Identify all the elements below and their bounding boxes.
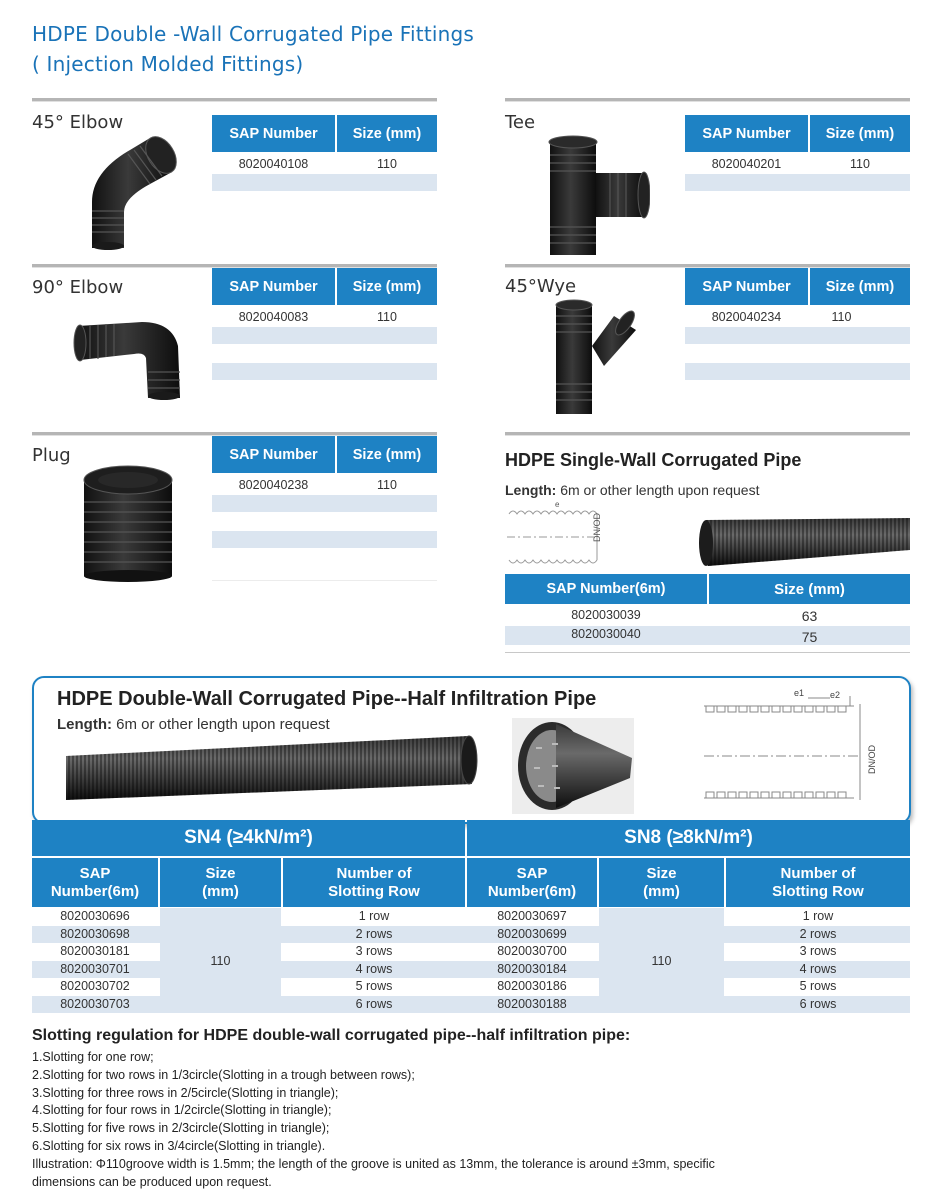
sn4-size-value: 110 [210,953,231,968]
illustration-line: dimensions can be produced upon request. [32,1174,272,1189]
elbow90-col-size: Size (mm) [337,268,437,305]
sn8-col-rows [726,858,910,907]
sn8-col-sap [467,858,597,907]
single-wall-col-sap: SAP Number(6m) [505,574,707,604]
sn4-col-rows [283,858,465,907]
length-text: 6m or other length upon request [111,716,330,733]
sn4-slots-5: 5 rows [355,979,393,993]
tee-col-size: Size (mm) [810,115,910,152]
table-row-empty [212,495,437,512]
length-label: Length: [57,716,112,733]
sn8-slots-3: 3 rows [799,944,837,958]
diagram-dnod-label: DN/OD [592,513,602,542]
diagram-e1-label: e1 [794,688,805,698]
plug-label: Plug [32,445,71,466]
wye45-sap: 8020040234 [711,310,782,324]
sn8-sap-3: 8020030700 [497,944,567,958]
slotting-title: Slotting regulation for HDPE double-wall corrugated pipe--half infiltration pipe: [32,1027,631,1044]
sn4-title: SN4 (≥4kN/m²) [184,827,313,848]
sn4-sap-2: 8020030698 [60,927,130,941]
sn4-slots-4: 4 rows [355,962,393,976]
sn4-sap-4: 8020030701 [60,962,130,976]
elbow45-label: 45° Elbow [32,112,124,133]
slotting-notes [32,1049,912,1191]
sn4-sap-3: 8020030181 [60,944,130,958]
sn4-sap-5: 8020030702 [60,979,130,993]
table-row-empty [685,174,910,191]
sn4-col-size [160,858,281,907]
tee-sap: 8020040201 [711,157,782,171]
table-row-empty [685,327,910,344]
elbow45-col-sap: SAP Number [212,115,335,152]
slotting-line: 3.Slotting for three rows in 2/5circle(Slotting in triangle); [32,1085,339,1100]
sn4-slots-1: 1 row [358,909,390,923]
slotting-line: 6.Slotting for six rows in 3/4circle(Slotting in triangle). [32,1138,326,1153]
table-row-empty [212,174,437,191]
divider [505,98,910,102]
sn4-sap-1: 8020030696 [60,909,130,923]
divider [505,652,910,653]
wye45-col-sap: SAP Number [685,268,808,305]
sn8-sap-5: 8020030186 [497,979,567,993]
half-infiltration-title: HDPE Double-Wall Corrugated Pipe--Half Infiltration Pipe [57,688,597,710]
diagram-dnod-label: DN/OD [867,745,877,774]
illustration-line: Illustration: Φ110groove width is 1.5mm; the length of the groove is united as 13mm, the tolerance is around ±3mm, specific [32,1156,715,1171]
table-row-empty [685,363,910,380]
single-wall-title: HDPE Single-Wall Corrugated Pipe [505,450,802,470]
sn8-sap-4: 8020030184 [497,962,567,976]
single-wall-length [505,482,759,498]
sn8-slots-1: 1 row [802,909,834,923]
wye45-image [548,296,640,416]
tee-size: 110 [850,157,870,171]
elbow45-sap: 8020040108 [238,157,309,171]
elbow45-size: 110 [377,157,397,171]
plug-size: 110 [377,478,397,492]
sn4-col-size-label: Size (mm) [202,864,239,900]
sn4-slots-6: 6 rows [355,997,393,1011]
elbow90-sap: 8020040083 [238,310,309,324]
sn8-slots-2: 2 rows [799,927,837,941]
length-text: 6m or other length upon request [556,482,760,498]
wye45-label: 45°Wye [505,276,577,297]
elbow45-col-size: Size (mm) [337,115,437,152]
page-title-line1: HDPE Double -Wall Corrugated Pipe Fittings [32,22,475,46]
sn4-header [32,820,465,858]
single-wall-sap-2: 8020030040 [571,627,641,641]
plug-sap: 8020040238 [238,478,309,492]
plug-image [80,462,176,582]
divider [505,432,910,436]
sn8-col-size [599,858,724,907]
elbow45-image [78,132,178,250]
sn4-slots-3: 3 rows [355,944,393,958]
sn4-col-sap-label: SAP Number(6m) [50,864,140,900]
sn8-col-rows-label: Number of Slotting Row [772,864,864,900]
sn8-sap-1: 8020030697 [497,909,567,923]
sn8-header [467,820,910,858]
elbow90-label: 90° Elbow [32,277,124,298]
sn8-slots-5: 5 rows [799,979,837,993]
sn4-sap-6: 8020030703 [60,997,130,1011]
sn8-col-sap-label: SAP Number(6m) [487,864,577,900]
table-row-empty [212,327,437,344]
sn8-sap-6: 8020030188 [497,997,567,1011]
divider [32,98,437,102]
slotting-line: 4.Slotting for four rows in 1/2circle(Slotting in triangle); [32,1103,332,1118]
single-wall-size-2: 75 [801,629,818,645]
sn8-size-value: 110 [651,953,672,968]
sn8-title: SN8 (≥8kN/m²) [624,827,753,848]
half-infiltration-pipe-image [60,734,480,804]
length-label: Length: [505,482,557,498]
sn8-col-size-label: Size (mm) [643,864,680,900]
single-wall-col-size: Size (mm) [709,574,910,604]
single-wall-size-1: 63 [801,608,818,624]
sn4-col-rows-label: Number of Slotting Row [328,864,420,900]
sn8-slots-6: 6 rows [799,997,837,1011]
slotting-line: 5.Slotting for five rows in 2/3circle(Slotting in triangle); [32,1121,330,1136]
table-row-empty [212,531,437,548]
sn8-slots-4: 4 rows [799,962,837,976]
sn8-sap-2: 8020030699 [497,927,567,941]
slotting-line: 1.Slotting for one row; [32,1050,154,1064]
tee-label: Tee [505,112,536,133]
page-title-line2: ( Injection Molded Fittings) [32,52,304,76]
sn8-size-cell [599,908,724,1013]
table-row-empty [212,363,437,380]
single-wall-pipe-image [694,510,910,570]
elbow90-image [72,312,190,400]
single-wall-sap-1: 8020030039 [571,608,641,622]
half-infiltration-end-image [512,718,634,814]
tee-image [540,133,650,257]
diagram-e2-label: e2 [830,690,841,700]
elbow90-size: 110 [377,310,397,324]
plug-col-sap: SAP Number [212,436,335,473]
sn4-slots-2: 2 rows [355,927,393,941]
half-infiltration-length [57,716,330,733]
wye45-col-size: Size (mm) [810,268,910,305]
plug-col-size: Size (mm) [337,436,437,473]
sn4-size-cell [160,908,281,1013]
half-infiltration-diagram [700,692,884,812]
divider [212,580,437,581]
elbow90-col-sap: SAP Number [212,268,335,305]
slotting-line: 2.Slotting for two rows in 1/3circle(Slotting in a trough between rows); [32,1067,415,1082]
wye45-size: 110 [831,310,852,324]
diagram-e-label: e [555,500,560,509]
sn4-col-sap [32,858,158,907]
tee-col-sap: SAP Number [685,115,808,152]
